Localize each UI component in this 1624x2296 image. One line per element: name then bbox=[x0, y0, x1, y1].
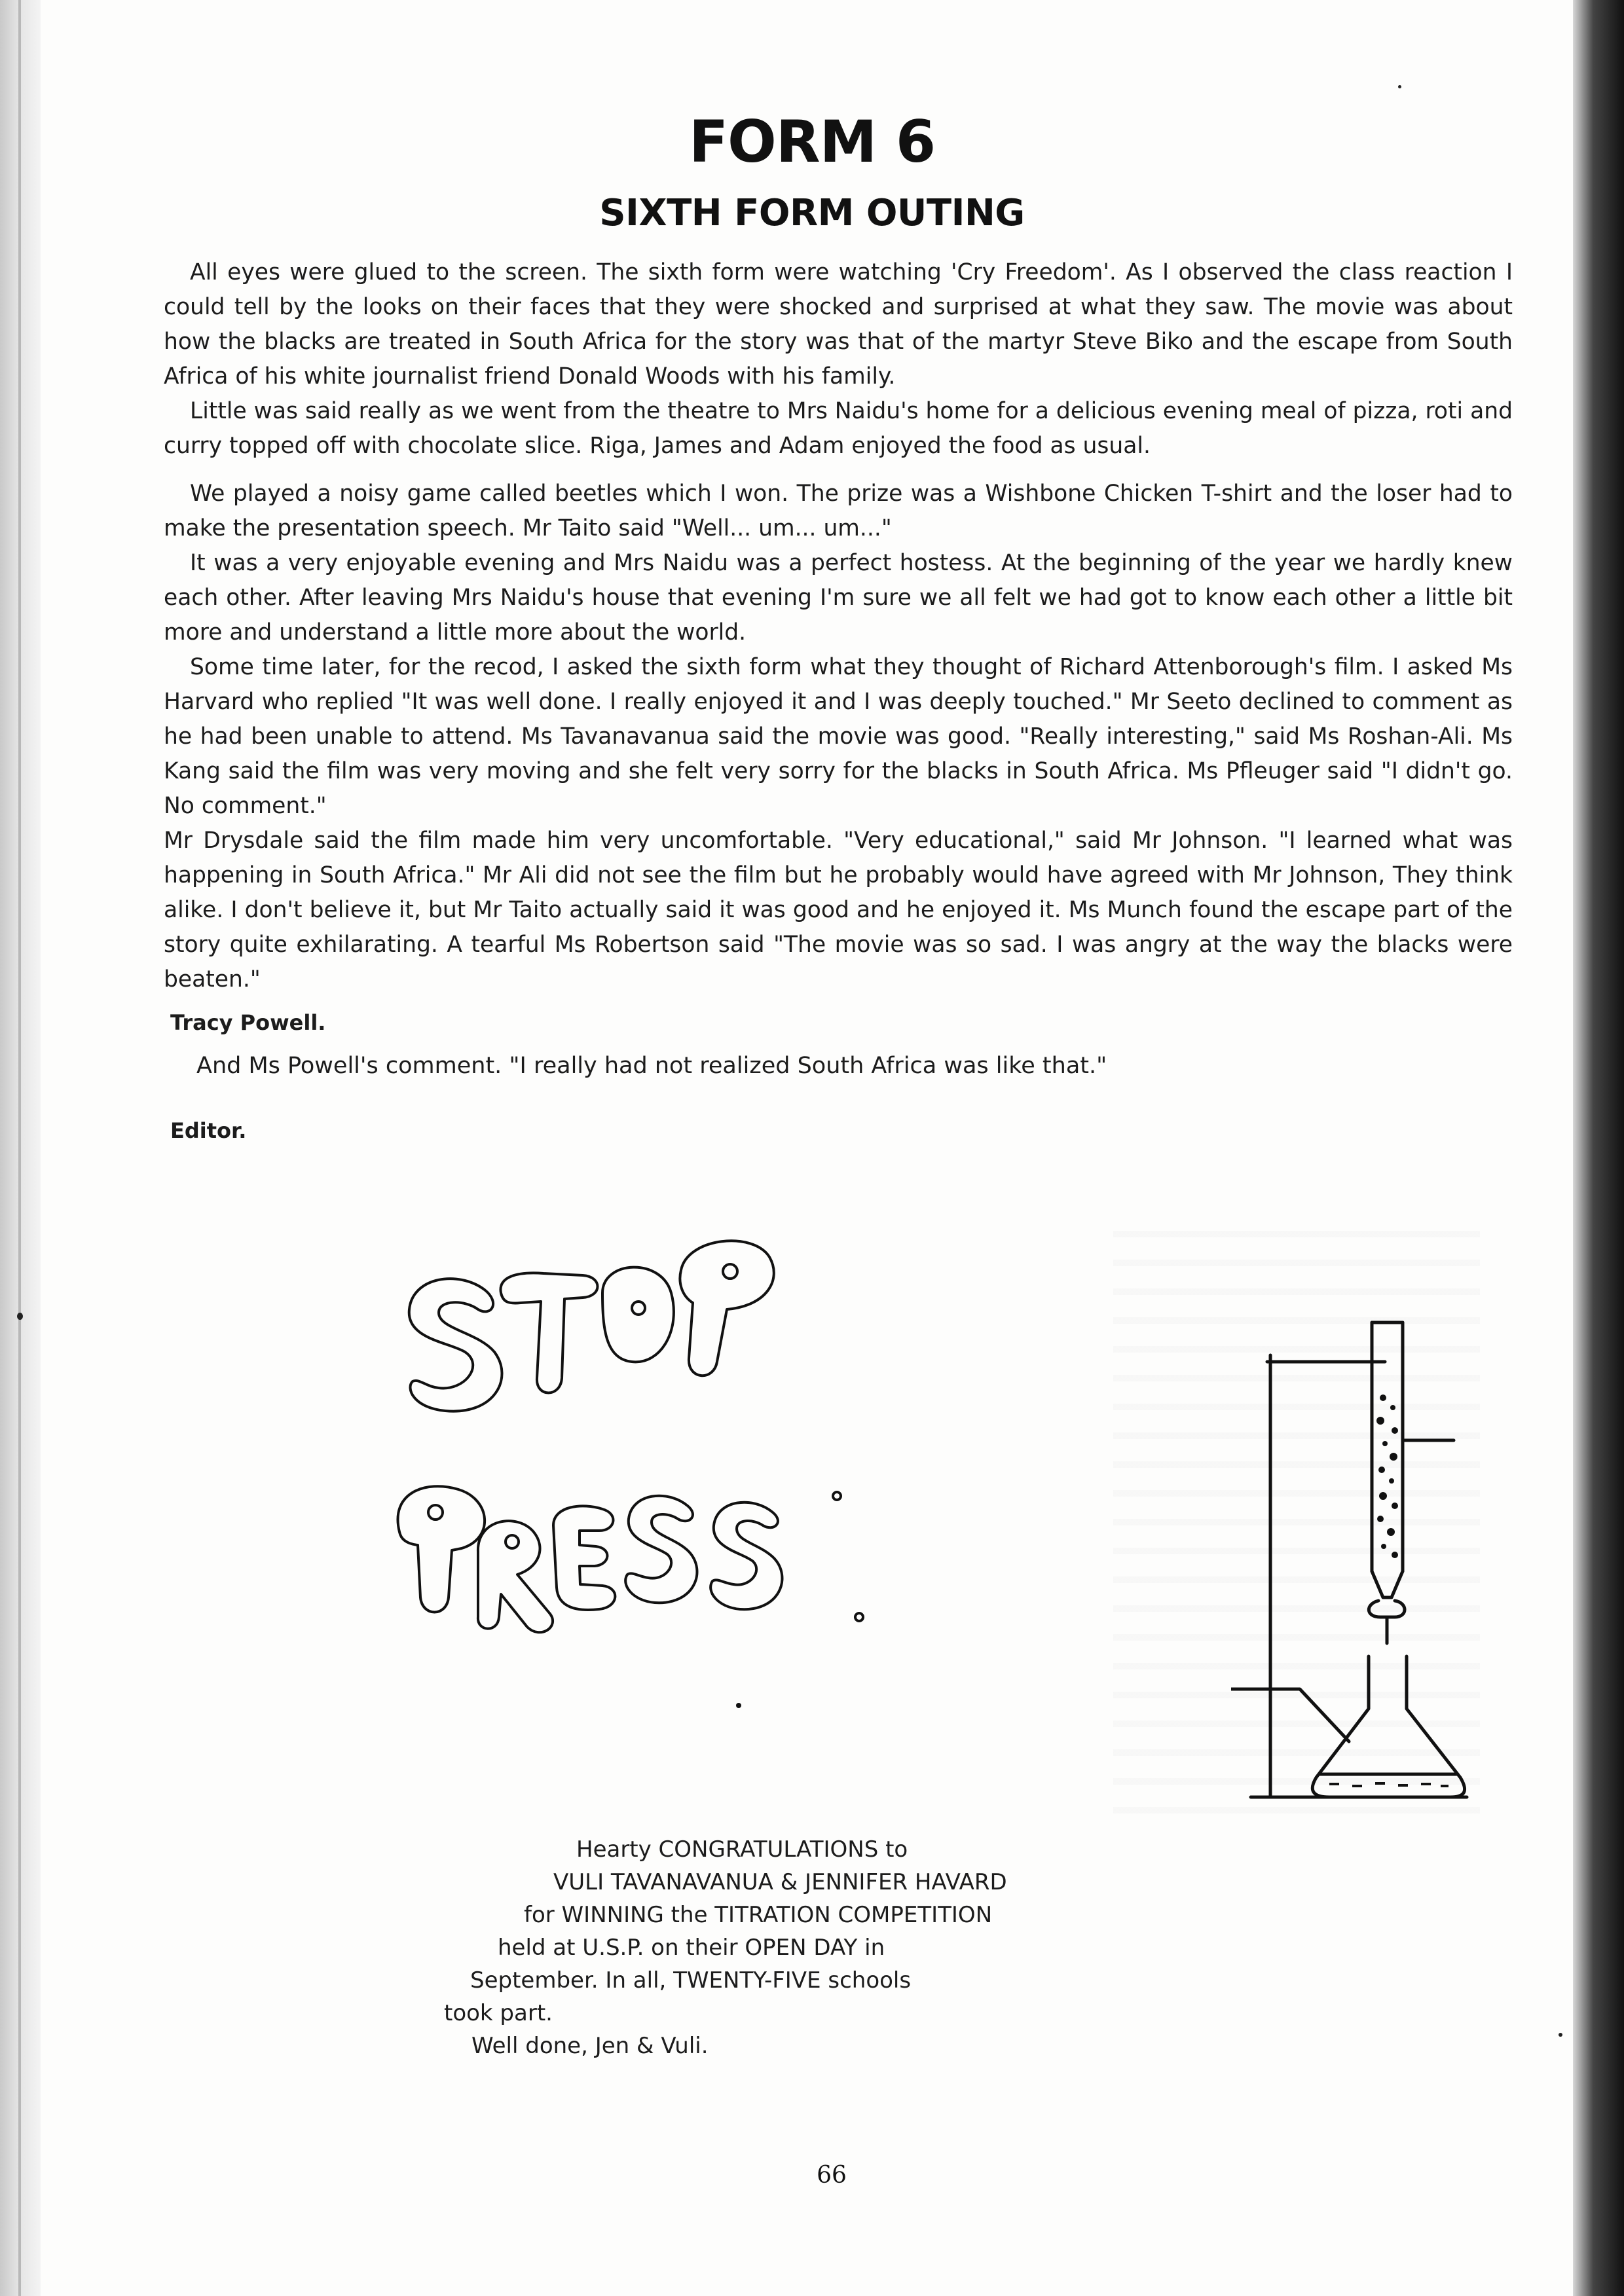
ink-speck bbox=[17, 1313, 23, 1320]
burette-liquid-dots bbox=[1376, 1394, 1398, 1558]
bubble-letter-p bbox=[680, 1241, 773, 1376]
label-pointer bbox=[1231, 1689, 1349, 1741]
article-heading: SIXTH FORM OUTING bbox=[599, 192, 1025, 234]
editor-comment: And Ms Powell's comment. "I really had not realized South Africa was like that." bbox=[196, 1053, 1107, 1079]
bubble-letter-t bbox=[500, 1273, 597, 1393]
binding-edge-line bbox=[18, 0, 21, 2296]
letter-counter-dot bbox=[632, 1302, 645, 1315]
congratulations-line: September. In all, TWENTY-FIVE schools bbox=[470, 1967, 912, 1994]
congratulations-line: VULI TAVANAVANUA & JENNIFER HAVARD bbox=[553, 1869, 1007, 1895]
author-signature: Tracy Powell. bbox=[170, 1010, 326, 1035]
congratulations-line: Well done, Jen & Vuli. bbox=[471, 2033, 709, 2059]
article-paragraph: All eyes were glued to the screen. The sixth form were watching 'Cry Freedom'. As I observed the class reaction I could tell by the looks on their faces that they were shocked and surprised at what they saw. The movie was about how the blacks are treated in South Africa for the story was that of the martyr Steve Biko and the escape from South Africa of his white journalist friend Donald Woods with his family. bbox=[164, 259, 1513, 390]
article-paragraph: Some time later, for the recod, I asked the sixth form what they thought of Richard Attenborough's film. I asked Ms Harvard who replied "It was well done. I really enjoyed it and I was deeply touched." Mr Seeto declined to comment as he had been unable to attend. Ms Tavanavanua said the movie was good. "Really interesting," said Ms Roshan-Ali. Ms Kang said the film was very moving and she felt very sorry for the blacks in South Africa. Ms Pfleuger said "I didn't go. No comment." bbox=[164, 654, 1513, 819]
burette-tip bbox=[1372, 1571, 1403, 1597]
article-body bbox=[164, 255, 1513, 997]
page-number: 66 bbox=[817, 2162, 847, 2189]
editor-signature: Editor. bbox=[170, 1118, 247, 1143]
book-edge-right bbox=[1573, 0, 1624, 2296]
bubble-letter-p bbox=[397, 1486, 485, 1612]
letter-counter-dot bbox=[506, 1535, 519, 1548]
letter-counter-dot bbox=[723, 1264, 737, 1279]
article-paragraph: We played a noisy game called beetles which I won. The prize was a Wishbone Chicken T-shirt and the loser had to make the presentation speech. Mr Taito said "Well... um... um..." bbox=[164, 481, 1513, 541]
congratulations-line: held at U.S.P. on their OPEN DAY in bbox=[498, 1935, 885, 1961]
burette-stopcock bbox=[1369, 1601, 1405, 1617]
stop-press-drawing bbox=[386, 1231, 884, 1728]
congratulations-line: for WINNING the TITRATION COMPETITION bbox=[524, 1902, 993, 1928]
decorative-dot bbox=[833, 1492, 841, 1500]
article-paragraph: It was a very enjoyable evening and Mrs Naidu was a perfect hostess. At the beginning of the year we hardly knew each other. After leaving Mrs Naidu's house that evening I'm sure we all felt we had got to know each other a little bit more and understand a little more about the world. bbox=[164, 550, 1513, 646]
bubble-letter-s bbox=[409, 1279, 502, 1411]
bubble-letter-s bbox=[710, 1503, 782, 1609]
flask-liquid-dashes bbox=[1329, 1783, 1449, 1786]
article-paragraph: Little was said really as we went from the theatre to Mrs Naidu's home for a delicious evening meal of pizza, roti and curry topped off with chocolate slice. Riga, James and Adam enjoyed the food as usual. bbox=[164, 398, 1513, 459]
letter-counter-dot bbox=[428, 1505, 443, 1520]
ink-speck bbox=[1559, 2033, 1562, 2037]
decorative-dot bbox=[855, 1613, 863, 1621]
bubble-letter-s bbox=[625, 1496, 697, 1603]
article-paragraph: Mr Drysdale said the film made him very uncomfortable. "Very educational," said Mr Johnson. "I learned what was happening in South Africa." Mr Ali did not see the film but he probably would have agreed with Mr Johnson, They think alike. I don't believe it, but Mr Taito actually said it was good and he enjoyed it. Ms Munch found the escape part of the story quite exhilarating. A tearful Ms Robertson said "The movie was so sad. I was angry at the way the blacks were beaten." bbox=[164, 828, 1513, 993]
ink-speck bbox=[1398, 85, 1401, 88]
titration-apparatus-drawing bbox=[1231, 1309, 1480, 1820]
bubble-letter-e bbox=[553, 1506, 615, 1610]
ink-speck bbox=[736, 1703, 741, 1708]
page-title: FORM 6 bbox=[688, 108, 936, 175]
congratulations-line: took part. bbox=[444, 2000, 553, 2026]
burette-tube bbox=[1372, 1322, 1403, 1571]
congratulations-line: Hearty CONGRATULATIONS to bbox=[576, 1836, 908, 1863]
